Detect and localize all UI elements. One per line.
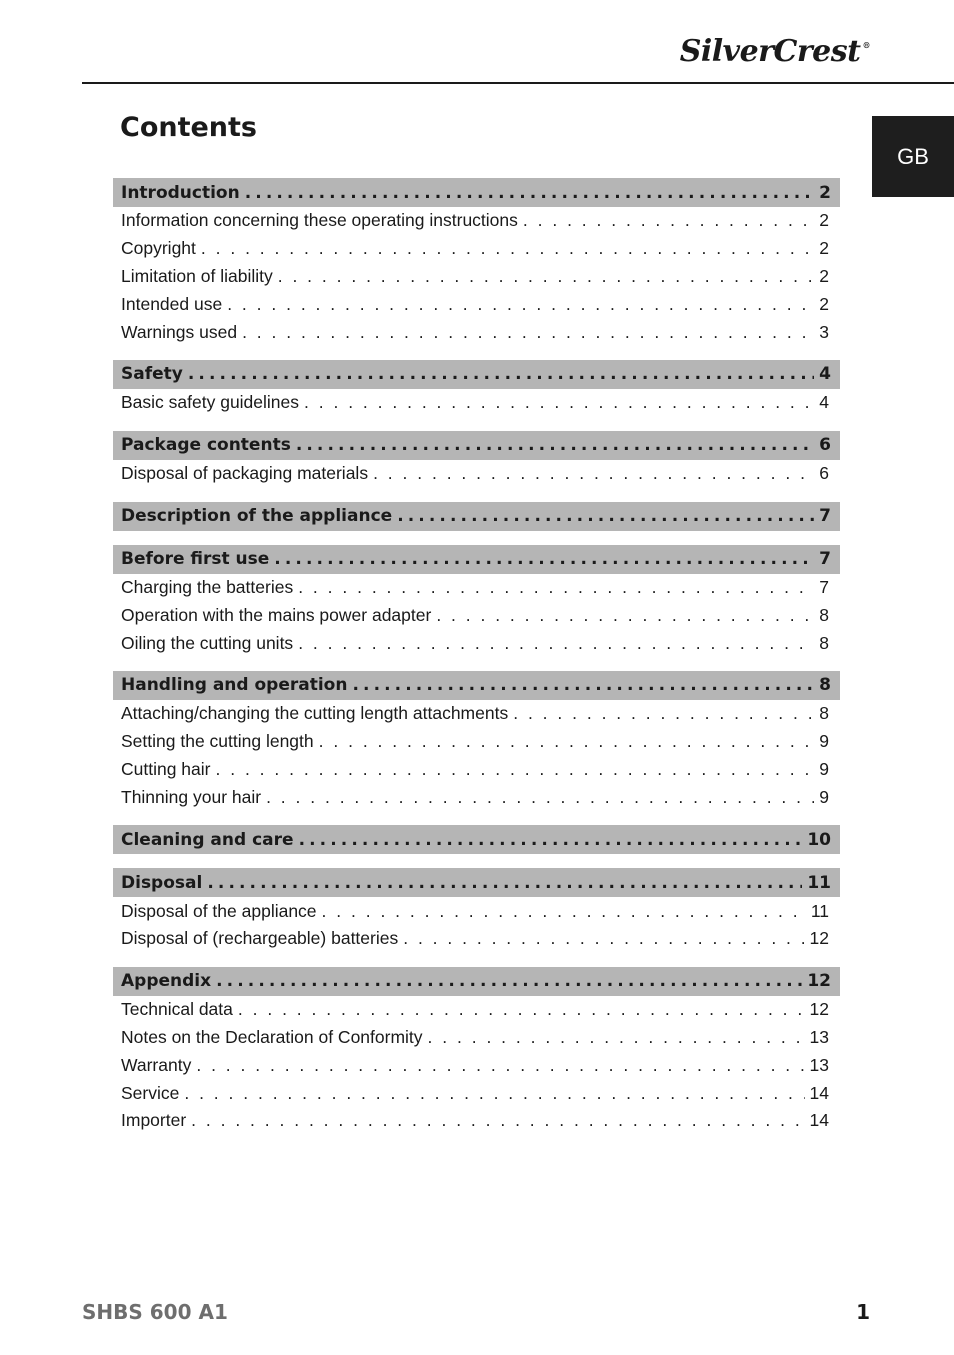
toc-section-page: 10 [807, 829, 831, 850]
dot-leader [298, 633, 814, 654]
toc-section [113, 545, 840, 657]
toc-entry-page: 12 [809, 928, 829, 949]
toc-section [113, 825, 840, 854]
toc-entry-label: Charging the batteries [121, 576, 294, 597]
toc-entry[interactable] [113, 783, 840, 811]
dot-leader [403, 928, 804, 949]
footer-page-number: 1 [856, 1300, 870, 1324]
toc-entry[interactable] [113, 1079, 840, 1107]
toc-entry-page: 11 [810, 900, 829, 921]
header-rule [82, 82, 954, 84]
toc-section-page: 7 [819, 549, 831, 570]
toc-section-title: Handling and operation [121, 675, 348, 696]
toc-entry-page: 8 [819, 604, 829, 625]
toc-entry-label: Thinning your hair [121, 786, 262, 807]
toc-entry-label: Attaching/changing the cutting length attachments [121, 703, 509, 724]
toc-section-heading[interactable] [113, 967, 840, 996]
toc-entry-label: Copyright [121, 238, 196, 259]
toc-entry-label: Notes on the Declaration of Conformity [121, 1026, 423, 1047]
table-of-contents [113, 178, 840, 1149]
dot-leader [523, 210, 814, 231]
toc-section-heading[interactable] [113, 502, 840, 531]
dot-leader [296, 435, 814, 455]
toc-entry-page: 8 [819, 632, 829, 653]
dot-leader [242, 322, 814, 343]
toc-entry-label: Intended use [121, 293, 223, 314]
toc-section-title: Cleaning and care [121, 829, 294, 850]
dot-leader [513, 703, 814, 724]
toc-entry[interactable] [113, 1024, 840, 1052]
toc-entry[interactable] [113, 235, 840, 263]
toc-section-page: 12 [807, 971, 831, 992]
toc-entry-page: 9 [819, 758, 829, 779]
toc-section-page: 6 [819, 435, 831, 456]
toc-section-heading[interactable] [113, 868, 840, 897]
toc-entry-page: 2 [819, 293, 829, 314]
toc-section-title: Introduction [121, 182, 240, 203]
toc-entry-page: 14 [809, 1082, 829, 1103]
toc-section-heading[interactable] [113, 825, 840, 854]
toc-entry-label: Information concerning these operating instructions [121, 210, 518, 231]
dot-leader [278, 266, 815, 287]
dot-leader [266, 787, 814, 808]
dot-leader [436, 605, 814, 626]
dot-leader [184, 1083, 804, 1104]
toc-entry-label: Warnings used [121, 321, 238, 342]
toc-entry-label: Disposal of packaging materials [121, 463, 369, 484]
toc-entry-label: Importer [121, 1110, 187, 1131]
toc-entry[interactable] [113, 290, 840, 318]
dot-leader [319, 731, 815, 752]
toc-section-heading[interactable] [113, 431, 840, 460]
toc-entry-label: Disposal of the appliance [121, 900, 317, 921]
toc-entry-label: Technical data [121, 999, 233, 1020]
toc-section-page: 11 [807, 872, 831, 893]
dot-leader [298, 577, 814, 598]
dot-leader [428, 1027, 805, 1048]
dot-leader [245, 183, 814, 203]
dot-leader [352, 675, 814, 695]
dot-leader [191, 1110, 804, 1131]
toc-entry[interactable] [113, 756, 840, 784]
toc-section-title: Package contents [121, 435, 291, 456]
toc-entry-page: 2 [819, 265, 829, 286]
dot-leader [274, 549, 814, 569]
toc-entry[interactable] [113, 389, 840, 417]
toc-entry[interactable] [113, 263, 840, 291]
toc-section [113, 178, 840, 346]
dot-leader [373, 463, 814, 484]
toc-section-heading[interactable] [113, 360, 840, 389]
toc-entry-page: 13 [809, 1054, 829, 1075]
toc-entry-page: 6 [819, 463, 829, 484]
toc-entry[interactable] [113, 728, 840, 756]
dot-leader [304, 392, 814, 413]
toc-section-title: Safety [121, 364, 183, 385]
dot-leader [216, 971, 802, 991]
toc-entry[interactable] [113, 207, 840, 235]
toc-entry-page: 14 [809, 1110, 829, 1131]
dot-leader [201, 238, 814, 259]
toc-entry-label: Cutting hair [121, 758, 211, 779]
toc-entry-page: 13 [809, 1026, 829, 1047]
toc-entry-page: 3 [819, 321, 829, 342]
toc-entry[interactable] [113, 574, 840, 602]
toc-section-title: Disposal [121, 872, 203, 893]
toc-entry-page: 8 [819, 703, 829, 724]
toc-entry[interactable] [113, 996, 840, 1024]
toc-entry[interactable] [113, 700, 840, 728]
language-tab: GB [872, 116, 954, 197]
toc-entry-label: Setting the cutting length [121, 731, 314, 752]
registered-mark: ® [862, 40, 870, 50]
page-title: Contents [120, 112, 258, 143]
toc-section [113, 868, 840, 953]
dot-leader [322, 901, 806, 922]
toc-entry-label: Limitation of liability [121, 265, 273, 286]
dot-leader [238, 999, 805, 1020]
toc-section-title: Description of the appliance [121, 506, 393, 527]
dot-leader [299, 830, 803, 850]
toc-section-title: Before first use [121, 549, 270, 570]
toc-entry[interactable] [113, 460, 840, 488]
toc-entry-label: Basic safety guidelines [121, 392, 300, 413]
toc-entry-label: Warranty [121, 1054, 192, 1075]
toc-entry[interactable] [113, 925, 840, 953]
toc-section-page: 7 [819, 506, 831, 527]
toc-section-heading[interactable] [113, 178, 840, 207]
toc-section-page: 4 [819, 364, 831, 385]
toc-entry-label: Disposal of (rechargeable) batteries [121, 928, 399, 949]
toc-section [113, 502, 840, 531]
dot-leader [188, 364, 814, 384]
toc-section-heading[interactable] [113, 545, 840, 574]
dot-leader [207, 873, 802, 893]
brand-name: SilverCrest [679, 34, 861, 69]
toc-section-title: Appendix [121, 971, 212, 992]
toc-entry-label: Operation with the mains power adapter [121, 604, 432, 625]
dot-leader [216, 759, 815, 780]
toc-entry[interactable] [113, 897, 840, 925]
toc-entry[interactable] [113, 601, 840, 629]
toc-entry-page: 2 [819, 210, 829, 231]
toc-section [113, 431, 840, 488]
toc-entry-page: 4 [819, 392, 829, 413]
toc-entry-page: 7 [819, 576, 829, 597]
toc-entry[interactable] [113, 1051, 840, 1079]
toc-entry[interactable] [113, 629, 840, 657]
dot-leader [397, 506, 814, 526]
toc-entry-label: Service [121, 1082, 180, 1103]
toc-entry-page: 9 [819, 786, 829, 807]
toc-section-page: 2 [819, 182, 831, 203]
toc-entry-label: Oiling the cutting units [121, 632, 294, 653]
brand-logo [680, 34, 870, 69]
footer-model-number: SHBS 600 A1 [82, 1300, 228, 1324]
toc-section [113, 967, 840, 1135]
toc-section [113, 360, 840, 417]
toc-entry[interactable] [113, 1107, 840, 1135]
toc-entry-page: 2 [819, 238, 829, 259]
toc-entry[interactable] [113, 318, 840, 346]
toc-entry-page: 9 [819, 731, 829, 752]
toc-section-page: 8 [819, 675, 831, 696]
toc-section [113, 671, 840, 811]
toc-section-heading[interactable] [113, 671, 840, 700]
dot-leader [196, 1055, 804, 1076]
dot-leader [227, 294, 814, 315]
toc-entry-page: 12 [809, 999, 829, 1020]
